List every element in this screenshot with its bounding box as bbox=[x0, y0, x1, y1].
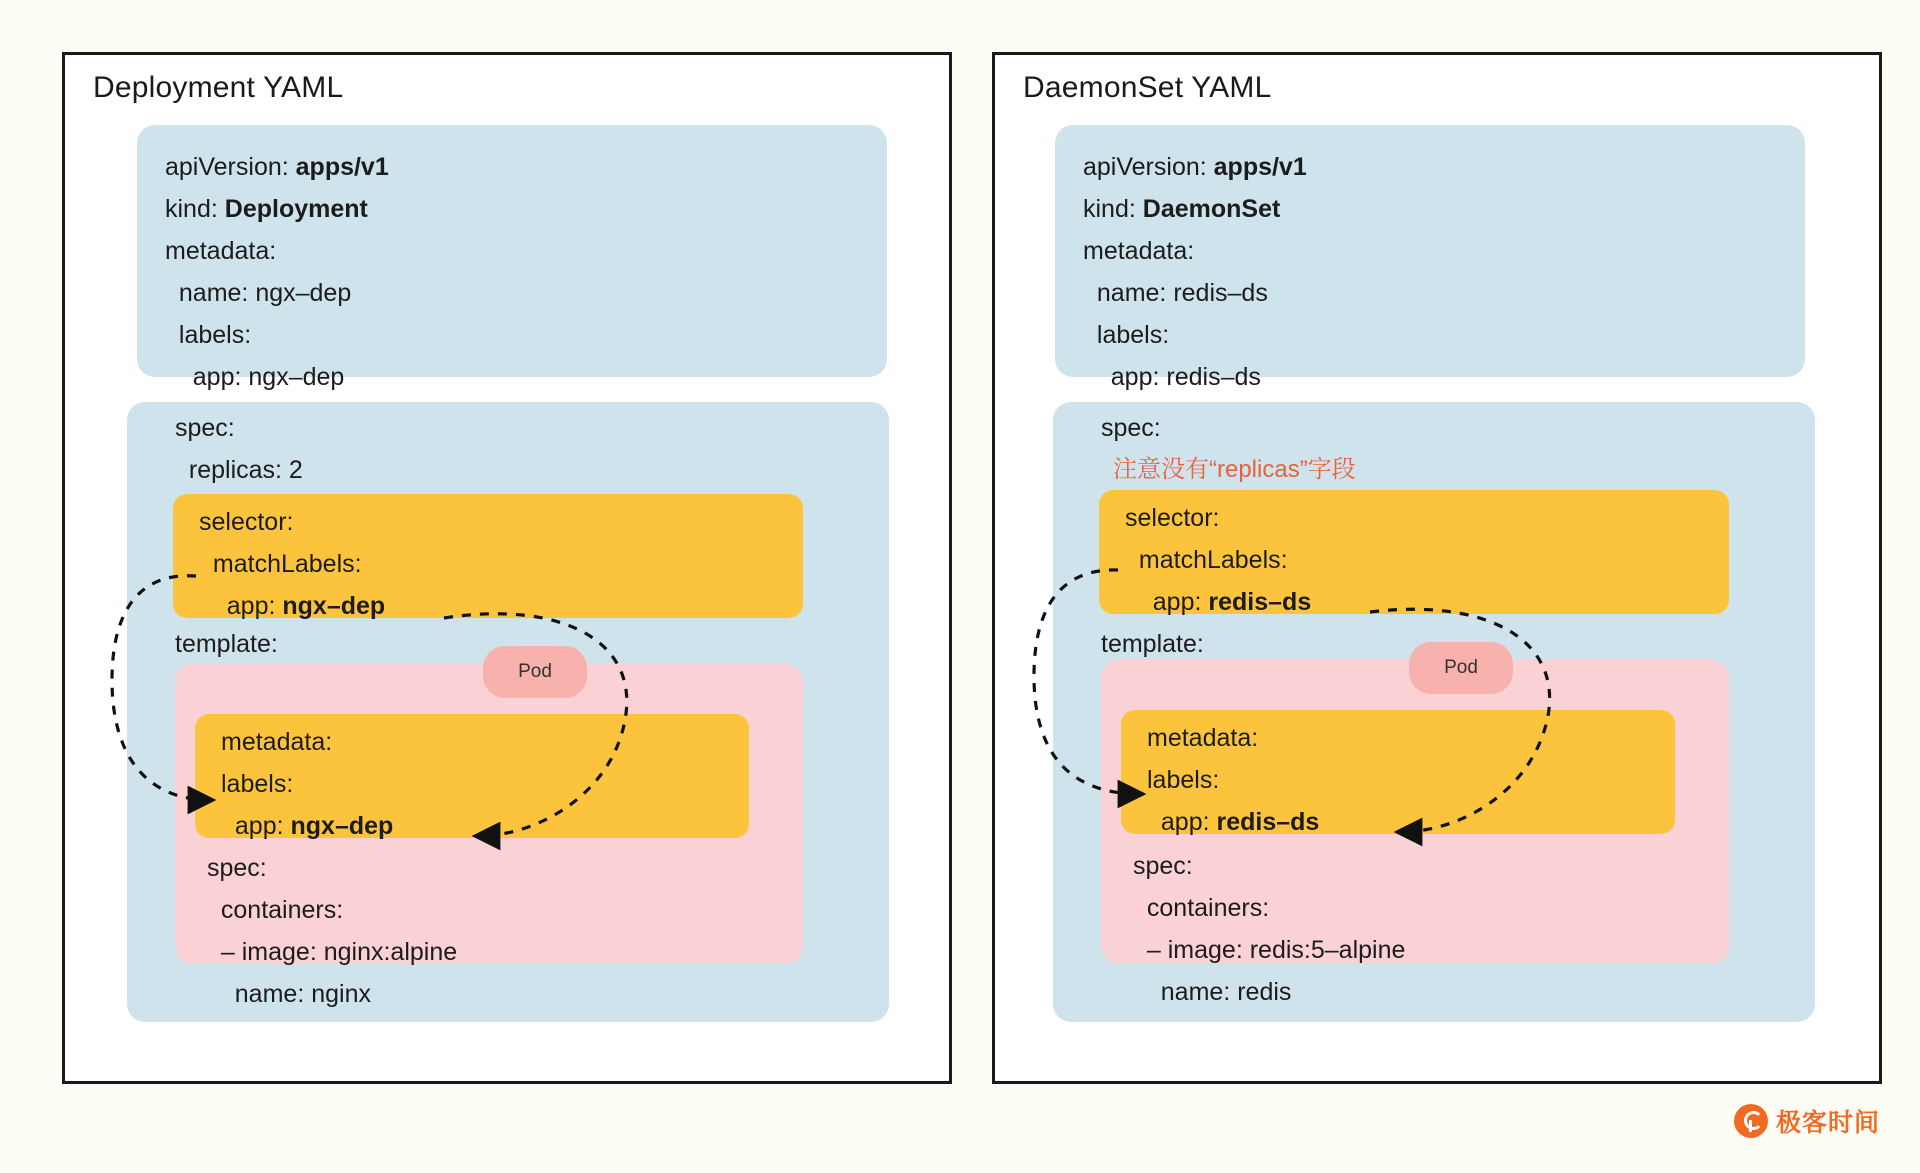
deployment-selector-box bbox=[173, 494, 803, 618]
yaml-line: apiVersion: apps/v1 bbox=[165, 153, 389, 181]
yaml-line: labels: bbox=[1147, 766, 1220, 794]
deployment-panel bbox=[62, 52, 952, 1084]
yaml-value: apps/v1 bbox=[295, 153, 389, 181]
yaml-line: metadata: bbox=[1083, 237, 1195, 265]
watermark-label: 极客时间 bbox=[1775, 1109, 1880, 1137]
yaml-line: labels: bbox=[221, 770, 294, 798]
yaml-line: metadata: bbox=[1147, 724, 1259, 752]
yaml-line: name: nginx bbox=[207, 980, 371, 1008]
yaml-line: spec: bbox=[1101, 414, 1161, 442]
yaml-line: spec: bbox=[1133, 852, 1193, 880]
daemonset-pod-template-box bbox=[1101, 660, 1729, 1006]
deployment-pod-labels-box bbox=[195, 714, 749, 838]
yaml-line: apiVersion: apps/v1 bbox=[1083, 153, 1307, 181]
yaml-line: app: redis–ds bbox=[1147, 808, 1320, 836]
geekbang-logo-icon bbox=[1734, 1104, 1768, 1138]
yaml-value: redis–ds bbox=[1208, 588, 1312, 616]
yaml-line: matchLabels: bbox=[1125, 546, 1288, 574]
yaml-line: template: bbox=[175, 630, 278, 658]
yaml-line: metadata: bbox=[221, 728, 333, 756]
pod-badge: Pod bbox=[483, 646, 587, 698]
yaml-line: spec: bbox=[175, 414, 235, 442]
yaml-line: selector: bbox=[1125, 504, 1220, 532]
pod-badge: Pod bbox=[1409, 642, 1513, 694]
deployment-spec-box bbox=[127, 402, 889, 1022]
yaml-line: selector: bbox=[199, 508, 294, 536]
yaml-value: DaemonSet bbox=[1142, 195, 1281, 223]
daemonset-pod-labels-box bbox=[1121, 710, 1675, 834]
yaml-line: kind: DaemonSet bbox=[1083, 195, 1281, 223]
daemonset-metadata-box bbox=[1055, 125, 1805, 391]
deployment-pod-template-box bbox=[175, 664, 803, 1008]
yaml-line: labels: bbox=[165, 321, 252, 349]
deployment-metadata-box bbox=[137, 125, 887, 391]
yaml-line: app: ngx–dep bbox=[221, 812, 394, 840]
yaml-line: name: redis–ds bbox=[1083, 279, 1268, 307]
yaml-line: – image: nginx:alpine bbox=[207, 938, 458, 966]
yaml-value: ngx–dep bbox=[290, 812, 394, 840]
yaml-line: metadata: bbox=[165, 237, 277, 265]
yaml-value: Deployment bbox=[224, 195, 368, 223]
no-replicas-note: 注意没有“replicas”字段 bbox=[1113, 456, 1356, 483]
yaml-line: kind: Deployment bbox=[165, 195, 368, 223]
yaml-value: ngx–dep bbox=[282, 592, 386, 620]
yaml-line: name: ngx–dep bbox=[165, 279, 352, 307]
yaml-line: replicas: 2 bbox=[175, 456, 303, 484]
yaml-line: spec: bbox=[207, 854, 267, 882]
yaml-line: app: redis–ds bbox=[1125, 588, 1312, 616]
yaml-value: redis–ds bbox=[1216, 808, 1320, 836]
page-title-daemonset: DaemonSet YAML bbox=[1023, 71, 1272, 104]
yaml-line: labels: bbox=[1083, 321, 1170, 349]
daemonset-panel bbox=[992, 52, 1882, 1084]
yaml-line: containers: bbox=[207, 896, 344, 924]
daemonset-selector-box bbox=[1099, 490, 1729, 614]
yaml-line: containers: bbox=[1133, 894, 1270, 922]
yaml-line: app: redis–ds bbox=[1083, 363, 1261, 391]
watermark bbox=[1734, 1103, 1880, 1139]
yaml-line: template: bbox=[1101, 630, 1204, 658]
yaml-value: apps/v1 bbox=[1213, 153, 1307, 181]
yaml-line: matchLabels: bbox=[199, 550, 362, 578]
yaml-line: app: ngx–dep bbox=[165, 363, 345, 391]
daemonset-spec-box bbox=[1053, 402, 1815, 1022]
yaml-line: name: redis bbox=[1133, 978, 1292, 1006]
yaml-line: app: ngx–dep bbox=[199, 592, 386, 620]
yaml-line: – image: redis:5–alpine bbox=[1133, 936, 1406, 964]
page-title-deployment: Deployment YAML bbox=[93, 71, 344, 104]
